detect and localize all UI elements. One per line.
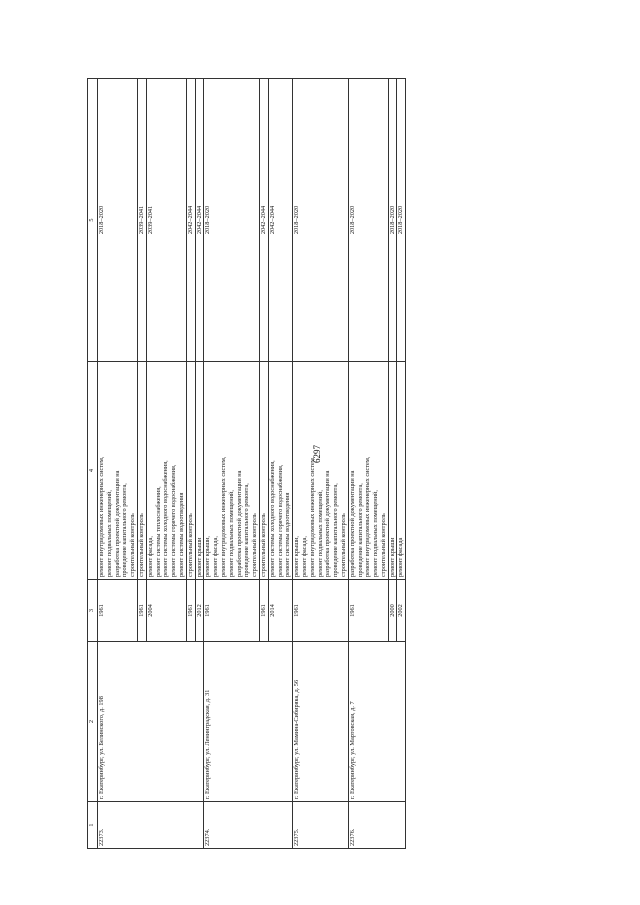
work-line: ремонт системы теплоснабжения, [154, 486, 162, 577]
work-line: ремонт подвальных помещений, [105, 490, 113, 577]
period-cell: 2018–2020 [293, 79, 349, 362]
work-line: ремонт фасада, [212, 536, 220, 577]
table-body [98, 79, 406, 849]
works-cell [388, 362, 397, 580]
period-cell: 2042–2044 [195, 79, 204, 362]
work-line: разработка проектной документации на [324, 470, 332, 577]
column-header: 2 [88, 642, 98, 802]
work-line: ремонт крыши [388, 537, 396, 577]
period-cell: 2042–2044 [186, 79, 195, 362]
work-line: строительный контроль [339, 513, 347, 577]
entry-number: 22374. [204, 802, 293, 849]
year-cell: 2012 [195, 580, 204, 642]
entry-address: г. Екатеринбург, ул. Мамина-Сибиряка, д. 56 [293, 642, 349, 802]
table-row [293, 79, 349, 849]
work-line: строительный контроль [186, 513, 194, 577]
period-cell: 2039–2041 [146, 79, 186, 362]
work-line: ремонт системы холодного водоснабжения, [162, 460, 170, 577]
works-cell [204, 362, 260, 580]
entry-address: г. Екатеринбург, ул. Белинского, д. 198 [98, 642, 204, 802]
rotated-table-wrapper [87, 79, 577, 849]
work-line: строительный контроль [379, 513, 387, 577]
work-line: ремонт фасада [397, 537, 405, 577]
work-line: ремонт фасада, [300, 536, 308, 577]
work-line: ремонт фасада, [146, 536, 154, 577]
work-line: проведение капитального ремонта, [332, 483, 340, 577]
works-cell [146, 362, 186, 580]
year-cell: 1961 [186, 580, 195, 642]
works-cell [268, 362, 292, 580]
column-header: 1 [88, 802, 98, 849]
year-cell: 1961 [293, 580, 349, 642]
work-line: ремонт крыши, [204, 535, 212, 577]
works-cell [348, 362, 388, 580]
work-line: строительный контроль [251, 513, 259, 577]
work-line: проведение капитального ремонта, [243, 483, 251, 577]
period-cell: 2042–2044 [268, 79, 292, 362]
period-cell: 2018–2020 [397, 79, 406, 362]
work-line: ремонт системы горячего водоснабжения, [276, 464, 284, 577]
work-line: ремонт подвальных помещений, [316, 490, 324, 577]
work-line: строительный контроль [137, 513, 145, 577]
works-cell [186, 362, 195, 580]
work-line: ремонт системы водоотведения [177, 492, 185, 577]
work-line: строительный контроль [259, 513, 267, 577]
work-line: ремонт внутридомовых инженерных систем, [98, 456, 105, 577]
table-header-row [88, 79, 98, 849]
column-header: 3 [88, 580, 98, 642]
works-cell [397, 362, 406, 580]
work-line: ремонт внутридомовых инженерных систем, [219, 456, 227, 577]
year-cell: 1961 [348, 580, 388, 642]
work-line: ремонт внутридомовых инженерных систем, [308, 456, 316, 577]
period-cell: 2018–2020 [388, 79, 397, 362]
work-line: ремонт системы водоотведения [284, 492, 292, 577]
work-line: разработка проектной документации на [235, 470, 243, 577]
column-header: 5 [88, 79, 98, 362]
year-cell: 2000 [388, 580, 397, 642]
period-cell: 2018–2020 [204, 79, 260, 362]
period-cell: 2039–2041 [137, 79, 146, 362]
entry-number: 22373. [98, 802, 204, 849]
period-cell: 2042–2044 [259, 79, 268, 362]
table-row [98, 79, 138, 849]
work-line: проведение капитального ремонта, [121, 483, 129, 577]
work-line: ремонт подвальных помещений, [227, 490, 235, 577]
period-cell: 2018–2020 [348, 79, 388, 362]
year-cell: 2004 [146, 580, 186, 642]
repair-schedule-table [87, 78, 406, 849]
works-cell [137, 362, 146, 580]
entry-number: 22375. [293, 802, 349, 849]
work-line: проведение капитального ремонта, [356, 483, 364, 577]
year-cell: 1961 [98, 580, 138, 642]
table-row [348, 79, 388, 849]
work-line: разработка проектной документации на [348, 470, 356, 577]
period-cell: 2018–2020 [98, 79, 138, 362]
table-row [204, 79, 260, 849]
works-cell [195, 362, 204, 580]
work-line: разработка проектной документации на [113, 470, 121, 577]
column-header: 4 [88, 362, 98, 580]
works-cell [98, 362, 138, 580]
works-cell [293, 362, 349, 580]
entry-address: г. Екатеринбург, ул. Ленинградская, д. 31 [204, 642, 293, 802]
year-cell: 2002 [397, 580, 406, 642]
work-line: ремонт системы холодного водоснабжения, [268, 460, 276, 577]
year-cell: 1961 [259, 580, 268, 642]
page-number: 6297 [312, 445, 322, 463]
year-cell: 1961 [137, 580, 146, 642]
entry-number: 22376. [348, 802, 406, 849]
year-cell: 2014 [268, 580, 292, 642]
work-line: ремонт системы горячего водоснабжения, [170, 464, 178, 577]
work-line: ремонт внутридомовых инженерных систем, [364, 456, 372, 577]
work-line: ремонт крыши, [293, 535, 301, 577]
works-cell [259, 362, 268, 580]
entry-address: г. Екатеринбург, ул. Мартовская, д. 7 [348, 642, 406, 802]
work-line: ремонт подвальных помещений, [372, 490, 380, 577]
year-cell: 1961 [204, 580, 260, 642]
work-line: строительный контроль [129, 513, 137, 577]
work-line: ремонт крыши [195, 537, 203, 577]
